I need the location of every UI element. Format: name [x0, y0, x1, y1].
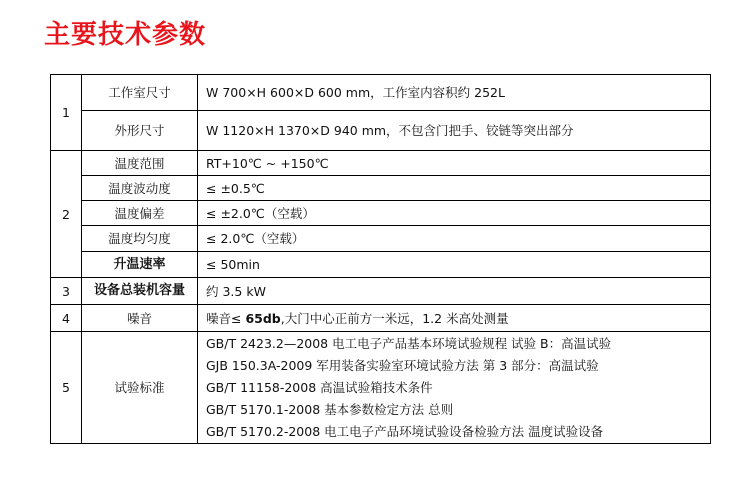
table-row — [51, 226, 711, 252]
param-value: ≤ ±0.5℃ — [198, 176, 711, 201]
standard-item: GB/T 2423.2—2008 电工电子产品基本环境试验规程 试验 B：高温试验 — [206, 335, 612, 351]
param-value: RT+10℃ ~ +150℃ — [198, 151, 711, 176]
param-value: 约 3.5 kW — [198, 278, 711, 305]
param-name: 升温速率 — [82, 252, 198, 278]
table-row — [51, 305, 711, 332]
param-name: 温度均匀度 — [82, 226, 198, 252]
row-number: 2 — [51, 151, 82, 278]
standard-item: GB/T 5170.2-2008 电工电子产品环境试验设备检验方法 温度试验设备 — [206, 423, 604, 439]
param-name: 噪音 — [82, 305, 198, 332]
noise-suffix: ,大门中心正前方一米远，1.2 米高处测量 — [280, 310, 509, 326]
standard-item: GB/T 11158-2008 高温试验箱技术条件 — [206, 379, 433, 395]
param-name: 温度波动度 — [82, 176, 198, 201]
table-row — [51, 252, 711, 278]
param-name: 试验标准 — [82, 332, 198, 444]
page-title: 主要技术参数 — [44, 20, 207, 50]
param-value — [198, 305, 711, 332]
standards-list — [198, 332, 711, 444]
noise-prefix: 噪音≤ — [206, 310, 246, 326]
param-value: ≤ ±2.0℃（空载） — [198, 201, 711, 226]
table-row — [51, 75, 711, 111]
table-row — [51, 111, 711, 151]
param-value: W 700×H 600×D 600 mm，工作室内容积约 252L — [198, 75, 711, 111]
row-number: 4 — [51, 305, 82, 332]
standard-item: GJB 150.3A-2009 军用装备实验室环境试验方法 第 3 部分：高温试验 — [206, 357, 599, 373]
table-row — [51, 201, 711, 226]
spec-table — [50, 74, 711, 444]
table-row — [51, 151, 711, 176]
param-name: 工作室尺寸 — [82, 75, 198, 111]
table-row — [51, 332, 711, 444]
noise-value: 65db — [245, 310, 281, 326]
table-row — [51, 278, 711, 305]
param-name: 设备总装机容量 — [82, 278, 198, 305]
param-name: 外形尺寸 — [82, 111, 198, 151]
param-name: 温度范围 — [82, 151, 198, 176]
param-value: ≤ 50min — [198, 252, 711, 278]
row-number: 1 — [51, 75, 82, 151]
param-value: W 1120×H 1370×D 940 mm，不包含门把手、铰链等突出部分 — [198, 111, 711, 151]
row-number: 3 — [51, 278, 82, 305]
param-value: ≤ 2.0℃（空载） — [198, 226, 711, 252]
row-number: 5 — [51, 332, 82, 444]
standard-item: GB/T 5170.1-2008 基本参数检定方法 总则 — [206, 401, 454, 417]
table-row — [51, 176, 711, 201]
param-name: 温度偏差 — [82, 201, 198, 226]
